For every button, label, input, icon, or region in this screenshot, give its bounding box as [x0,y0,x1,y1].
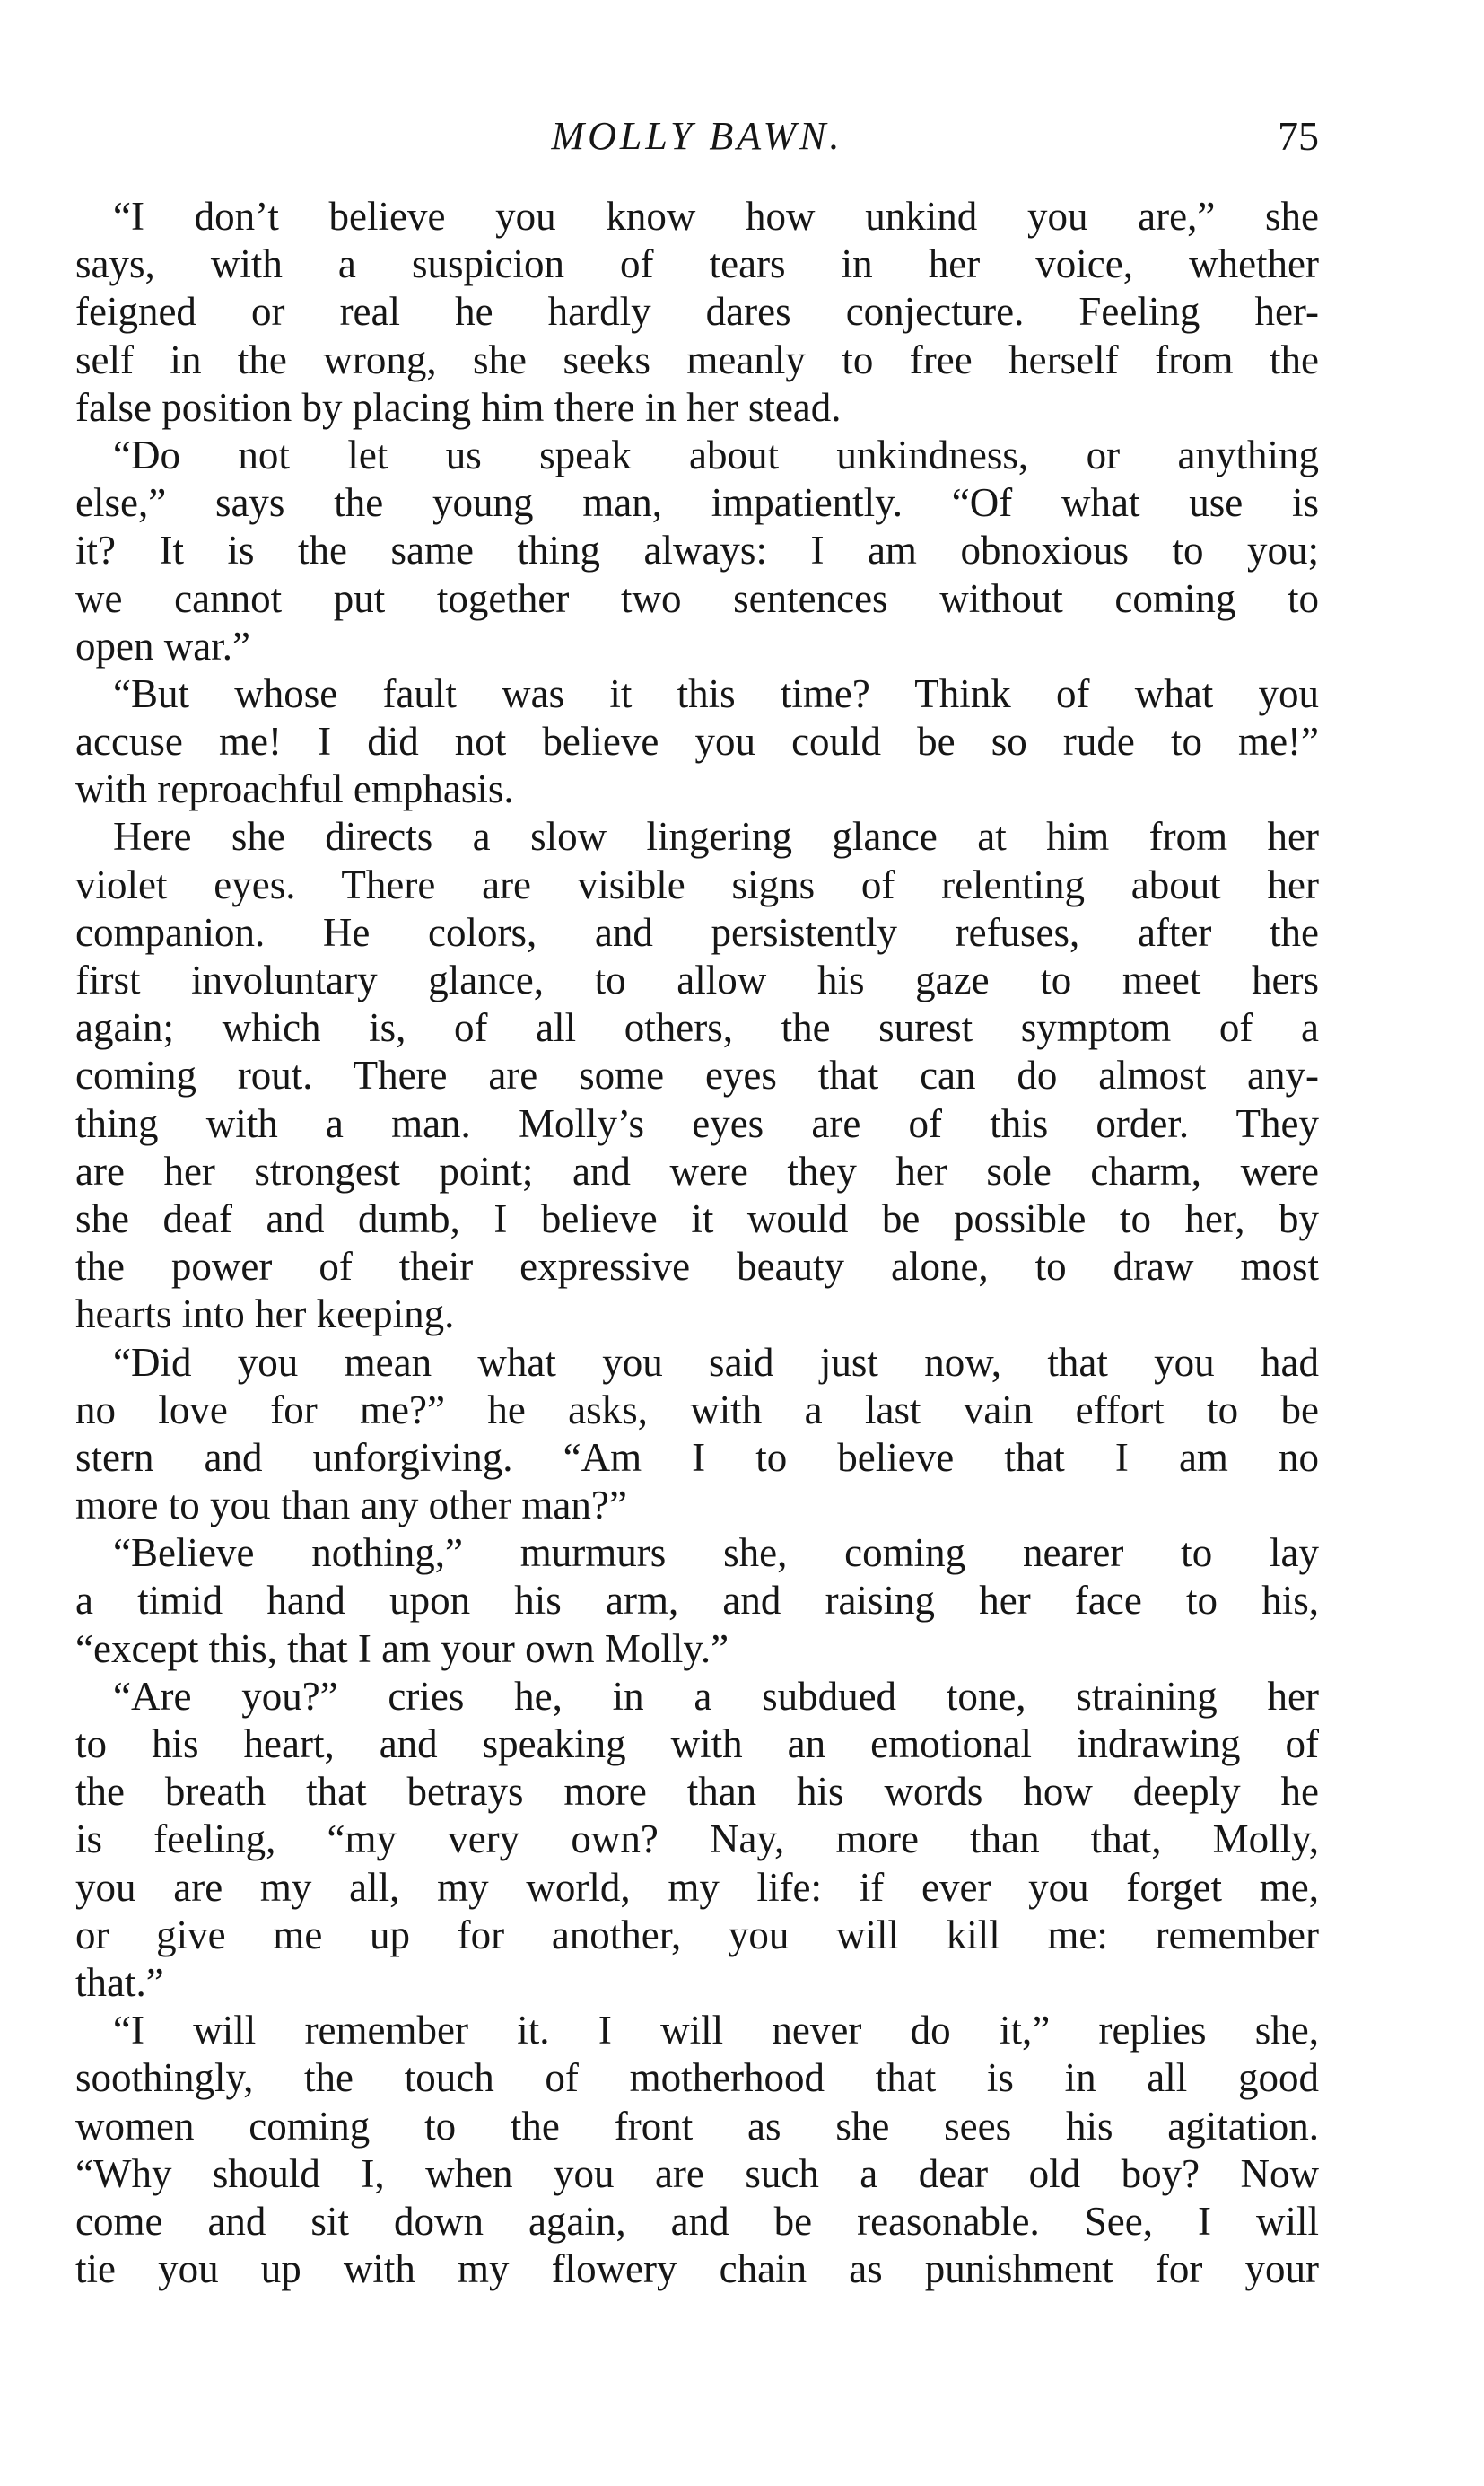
text-line: soothingly, the touch of motherhood that is in all good [75,2055,1319,2101]
running-head [75,109,1319,163]
text-line: “I don’t believe you know how unkind you are,” she [113,194,1319,239]
text-line: false position by placing him there in her stead. [75,384,842,430]
paragraph [75,1529,1319,1673]
text-line: the power of their expressive beauty alone, to draw most [75,1244,1319,1290]
text-line: that.” [75,1959,164,2005]
text-line: “Did you mean what you said just now, that you had [113,1339,1319,1385]
paragraph [75,1673,1319,2007]
text-line: self in the wrong, she seeks meanly to free herself from the [75,337,1319,382]
text-line: stern and unforgiving. “Am I to believe that I am no [75,1434,1319,1480]
paragraph [75,670,1319,814]
text-line: come and sit down again, and be reasonable. See, I will [75,2198,1319,2244]
text-line: are her strongest point; and were they her sole charm, were [75,1148,1319,1194]
paragraph [75,432,1319,670]
text-line: thing with a man. Molly’s eyes are of this order. They [75,1100,1319,1146]
text-line: “except this, that I am your own Molly.” [75,1625,729,1671]
text-line: feigned or real he hardly dares conjecture. Feeling her- [75,289,1319,335]
text-line: “Are you?” cries he, in a subdued tone, straining her [113,1673,1319,1719]
text-line: else,” says the young man, impatiently. “Of what use is [75,480,1319,526]
text-line: “Do not let us speak about unkindness, or anything [113,432,1319,477]
text-line: open war.” [75,623,250,669]
paragraph [75,1339,1319,1530]
text-line: you are my all, my world, my life: if ever you forget me, [75,1864,1319,1910]
text-line: or give me up for another, you will kill me: remember [75,1912,1319,1957]
text-line: “But whose fault was it this time? Think of what you [113,670,1319,716]
text-line: first involuntary glance, to allow his gaze to meet hers [75,958,1319,1002]
text-line: tie you up with my flowery chain as punishment for your [75,2246,1319,2292]
text-line: “Why should I, when you are such a dear old boy? Now [75,2150,1319,2196]
text-line: violet eyes. There are visible signs of relenting about her [75,862,1319,907]
text-line: more to you than any other man?” [75,1483,627,1528]
text-line: it? It is the same thing always: I am obnoxious to you; [75,528,1319,573]
text-line: with reproachful emphasis. [75,766,514,812]
text-line: we cannot put together two sentences without coming to [75,575,1319,621]
paragraph [75,193,1319,432]
text-line: to his heart, and speaking with an emotional indrawing of [75,1721,1319,1766]
paragraph [75,2007,1319,2293]
page-number: 75 [1278,113,1319,159]
text-line: says, with a suspicion of tears in her voice, whether [75,241,1319,287]
body-text [75,193,1319,2293]
text-line: again; which is, of all others, the surest symptom of a [75,1005,1319,1051]
paragraph [75,813,1319,1338]
text-line: hearts into her keeping. [75,1291,455,1337]
text-line: “I will remember it. I will never do it,” replies she, [113,2008,1319,2053]
text-line: companion. He colors, and persistently refuses, after the [75,909,1319,955]
text-line: is feeling, “my very own? Nay, more than that, Molly, [75,1816,1319,1862]
text-line: she deaf and dumb, I believe it would be possible to her, by [75,1195,1319,1241]
text-line: the breath that betrays more than his words how deeply he [75,1769,1319,1815]
text-line: accuse me! I did not believe you could be so rude to me!” [75,719,1319,765]
text-line: no love for me?” he asks, with a last vain effort to be [75,1387,1319,1432]
text-line: a timid hand upon his arm, and raising her face to his, [75,1578,1319,1624]
text-line: women coming to the front as she sees his agitation. [75,2103,1319,2149]
text-line: coming rout. There are some eyes that can do almost any- [75,1053,1319,1099]
running-title: MOLLY BAWN. [551,114,843,158]
text-line: “Believe nothing,” murmurs she, coming nearer to lay [113,1530,1319,1576]
text-line: Here she directs a slow lingering glance at him from her [113,814,1319,860]
